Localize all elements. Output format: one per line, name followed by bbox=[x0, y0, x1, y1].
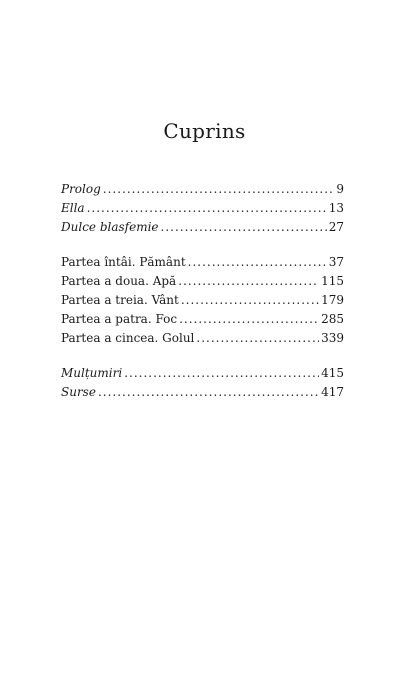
dot-leader bbox=[87, 199, 327, 218]
toc-entry-label: Prolog bbox=[61, 182, 101, 196]
toc-entry-page: 37 bbox=[328, 255, 344, 269]
toc-entry-label: Ella bbox=[61, 201, 85, 215]
table-of-contents bbox=[61, 180, 344, 418]
dot-leader bbox=[188, 253, 327, 272]
toc-entry-page: 339 bbox=[321, 331, 344, 345]
dot-leader bbox=[124, 364, 319, 383]
toc-entry[interactable] bbox=[61, 364, 344, 383]
toc-entry-label: Partea a patra. Foc bbox=[61, 312, 178, 326]
dot-leader bbox=[179, 310, 319, 329]
page-title: Cuprins bbox=[163, 119, 246, 143]
toc-entry[interactable] bbox=[61, 199, 344, 218]
toc-entry-label: Dulce blasfemie bbox=[61, 220, 159, 234]
dot-leader bbox=[98, 383, 319, 402]
toc-entry[interactable] bbox=[61, 329, 344, 348]
toc-group-back-matter bbox=[61, 364, 344, 402]
toc-group-parts bbox=[61, 253, 344, 348]
toc-entry-page: 13 bbox=[328, 201, 344, 215]
dot-leader bbox=[196, 329, 319, 348]
toc-entry-label: Surse bbox=[61, 385, 96, 399]
toc-entry-label: Partea a doua. Apă bbox=[61, 274, 177, 288]
toc-entry-page: 9 bbox=[336, 182, 344, 196]
dot-leader bbox=[161, 218, 327, 237]
toc-entry-label: Partea a treia. Vânt bbox=[61, 293, 179, 307]
toc-entry[interactable] bbox=[61, 291, 344, 310]
toc-entry-page: 179 bbox=[321, 293, 344, 307]
toc-entry[interactable] bbox=[61, 218, 344, 237]
toc-entry-page: 27 bbox=[328, 220, 344, 234]
dot-leader bbox=[178, 272, 319, 291]
toc-entry-label: Partea întâi. Pământ bbox=[61, 255, 186, 269]
toc-entry-page: 415 bbox=[321, 366, 344, 380]
toc-entry-label: Mulțumiri bbox=[61, 366, 123, 380]
toc-entry[interactable] bbox=[61, 253, 344, 272]
toc-group-front-matter bbox=[61, 180, 344, 237]
toc-entry[interactable] bbox=[61, 310, 344, 329]
toc-entry-page: 417 bbox=[321, 385, 344, 399]
toc-entry[interactable] bbox=[61, 272, 344, 291]
toc-entry-label: Partea a cincea. Golul bbox=[61, 331, 195, 345]
toc-entry-page: 285 bbox=[321, 312, 344, 326]
toc-entry-page: 115 bbox=[321, 274, 344, 288]
toc-entry[interactable] bbox=[61, 180, 344, 199]
toc-entry[interactable] bbox=[61, 383, 344, 402]
dot-leader bbox=[103, 180, 335, 199]
dot-leader bbox=[181, 291, 319, 310]
